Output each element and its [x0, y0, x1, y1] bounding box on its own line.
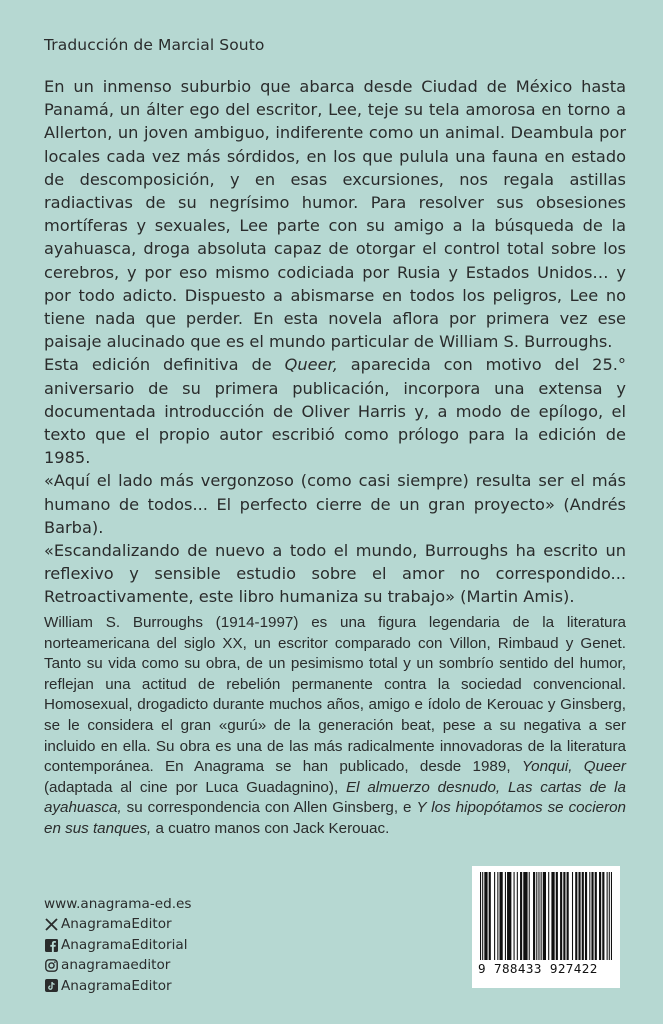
barcode-bar: [494, 872, 495, 960]
synopsis-paragraph: En un inmenso suburbio que abarca desde Ciudad de México hasta Panamá, un álter ego del escritor, Lee, teje su tela amorosa en torno a Allerton, un joven ambiguo, indiferente como un animal. Deambula por locales cada vez más sórdidos, en los que pulula una fauna en estado de descomposición, y en esas excursiones, nos regala astillas radiactivas de su negrísimo humor. Para resolver sus obsesiones mortíferas y sexuales, Lee parte con su amigo a la búsqueda de la ayahuasca, droga absoluta capaz de otorgar el control total sobre los cerebros, y por eso mismo codiciada por Rusia y Estados Unidos… y por todo adicto. Dispuesto a abismarse en todos los peligros, Lee no tiene nada que perder. En esta novela aflora por primera vez ese paisaje alucinado que es el mundo particular de William S. Burroughs.: [44, 77, 626, 352]
barcode-bar: [585, 872, 587, 960]
barcode-bar: [567, 872, 569, 960]
edition-note-title: Queer,: [284, 355, 338, 375]
tiktok-link[interactable]: [44, 976, 192, 996]
website-link[interactable]: [44, 894, 192, 914]
x-icon: [44, 918, 58, 932]
barcode-bar: [607, 872, 608, 960]
translator-credit: Traducción de Marcial Souto: [44, 36, 265, 54]
barcode-bar: [609, 872, 610, 960]
facebook-handle: AnagramaEditorial: [61, 936, 188, 953]
barcode-bar: [533, 872, 535, 960]
barcode-bar: [538, 872, 539, 960]
barcode-bar: [523, 872, 527, 960]
barcode-bar: [489, 872, 491, 960]
barcode-bar: [595, 872, 597, 960]
facebook-icon: [44, 938, 58, 952]
author-bio: [44, 613, 626, 840]
barcode-bar: [541, 872, 542, 960]
barcode-bar: [556, 872, 558, 960]
barcode-bar: [563, 872, 565, 960]
bio-book-3: Y los hipopótamos se cocieron en sus tanques,: [44, 799, 626, 837]
review-quote-barba: «Aquí el lado más vergonzoso (como casi siempre) resulta ser el más humano de todos... El perfecto cierre de un gran proyecto» (Andrés Barba).: [44, 471, 626, 537]
barcode-bar: [589, 872, 590, 960]
barcode-bar: [582, 872, 584, 960]
barcode-bar: [499, 872, 502, 960]
isbn-number: 9 788433 927422: [478, 961, 598, 976]
edition-note-pre: Esta edición definitiva de: [44, 355, 285, 375]
synopsis: [44, 75, 626, 609]
barcode-bar: [543, 872, 546, 960]
barcode-bar: [517, 872, 518, 960]
barcode-bar: [514, 872, 515, 960]
instagram-handle: anagramaeditor: [61, 957, 171, 974]
bio-book-2: El almuerzo desnudo, Las cartas de la ayahuasca,: [44, 778, 626, 817]
barcode-bar: [560, 872, 562, 960]
barcode-bar: [520, 872, 522, 960]
x-link[interactable]: [44, 914, 192, 934]
barcode-bar: [505, 872, 506, 960]
bio-end: a cuatro manos con Jack Kerouac.: [151, 819, 390, 837]
x-handle: AnagramaEditor: [61, 916, 172, 933]
barcode-bar: [611, 872, 612, 960]
barcode-bar: [599, 872, 601, 960]
barcode-bar: [548, 872, 549, 960]
barcode-bar: [536, 872, 537, 960]
author-bio-text: [44, 613, 626, 840]
barcode-bar: [482, 872, 483, 960]
bio-mid-1: (adaptada al cine por Luca Guadagnino),: [44, 778, 346, 796]
social-links: [44, 894, 192, 996]
bio-main: William S. Burroughs (1914-1997) es una figura legendaria de la literatura norteamericana del siglo XX, un escritor comparado con Villon, Rimbaud y Genet. Tanto su vida como su obra, de un pesimismo total y un sombrío sentido del humor, reflejan una actitud de rebelión permanente contra la sociedad convencional. Homosexual, drogadicto durante muchos años, amigo e ídolo de Kerouac y Ginsberg, se le considera el gran «gurú» de la generación beat, pese a su negativa a ser incluido en ella. Su obra es una de las más radicalmente innovadoras de la literatura contemporánea. En Anagrama se han publicado, desde 1989,: [44, 614, 626, 776]
barcode-bar: [507, 872, 511, 960]
review-quote-amis: «Escandalizando de nuevo a todo el mundo, Burroughs ha escrito un reflexivo y sensible estudio sobre el amor no correspondido... Retroactivamente, este libro humaniza su trabajo» (Martin Amis).: [44, 541, 626, 607]
barcode-bar: [575, 872, 577, 960]
barcode-bar: [572, 872, 573, 960]
barcode-bar: [529, 872, 530, 960]
bio-mid-2: su correspondencia con Allen Ginsberg, e: [121, 799, 417, 817]
barcode-bar: [591, 872, 593, 960]
edition-note-post: aparecida con motivo del 25.° aniversario de su primera publicación, incorpora una extensa y documentada introducción de Oliver Harris y, a modo de epílogo, el texto que el propio autor escribió como prólogo para la edición de 1985.: [44, 355, 626, 468]
tiktok-handle: AnagramaEditor: [61, 977, 172, 994]
facebook-link[interactable]: [44, 935, 192, 955]
barcode: [472, 866, 620, 988]
instagram-icon: [44, 958, 58, 972]
barcode-bar: [551, 872, 554, 960]
barcode-bar: [484, 872, 487, 960]
website-label: www.anagrama-ed.es: [44, 896, 192, 912]
barcode-bars: [480, 872, 612, 960]
bio-book-1: Yonqui, Queer: [521, 758, 626, 776]
barcode-bar: [480, 872, 481, 960]
barcode-bar: [497, 872, 498, 960]
barcode-bar: [602, 872, 604, 960]
edition-note: [44, 353, 626, 469]
tiktok-icon: [44, 979, 58, 993]
instagram-link[interactable]: [44, 955, 192, 975]
barcode-bar: [578, 872, 580, 960]
